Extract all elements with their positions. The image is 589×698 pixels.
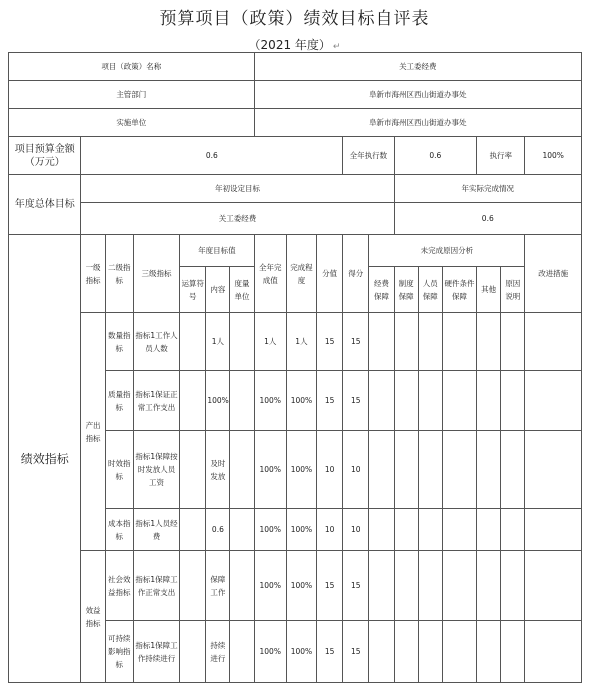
measure-cell [525,371,582,431]
level3-indicator: 指标1保障工作正常支出 [133,551,179,621]
level2-indicator: 社会效益指标 [105,551,133,621]
score-value: 10 [317,509,343,551]
target-unit [230,621,254,683]
annual-value: 100% [254,431,286,509]
reason-cell [394,621,418,683]
level1-indicator: 效益指标 [81,551,105,683]
header-level1: 一级指标 [81,235,105,313]
dept-value: 阜新市海州区西山街道办事处 [254,81,581,109]
header-level2: 二级指标 [105,235,133,313]
reason-cell [418,371,442,431]
reason-cell [501,509,525,551]
level2-indicator: 时效指标 [105,431,133,509]
reason-cell [369,313,394,371]
project-name-label: 项目（政策）名称 [9,53,255,81]
target-content: 100% [206,371,230,431]
reason-cell [501,431,525,509]
got-score: 10 [343,509,369,551]
perf-indicator-label: 绩效指标 [9,235,81,683]
impl-label: 实施单位 [9,109,255,137]
rate-value: 100% [525,137,582,175]
exec-value: 0.6 [394,137,477,175]
reason-cell [501,371,525,431]
target-operator [180,551,206,621]
target-operator [180,431,206,509]
budget-label: 项目预算金额（万元） [9,137,81,175]
set-goal-value: 关工委经费 [81,203,394,235]
reason-cell [418,313,442,371]
paragraph-mark-icon: ↵ [332,42,341,52]
header-op: 运算符号 [180,267,206,313]
header-got: 得分 [343,235,369,313]
level3-indicator: 指标1工作人员人数 [133,313,179,371]
reason-cell [369,509,394,551]
year-subtitle [0,36,589,53]
reason-cell [442,551,476,621]
target-unit [230,371,254,431]
level3-indicator: 指标1保障按时发放人员工资 [133,431,179,509]
level2-indicator: 数量指标 [105,313,133,371]
dept-label: 主管部门 [9,81,255,109]
got-score: 15 [343,371,369,431]
measure-cell [525,621,582,683]
reason-cell [369,621,394,683]
annual-value: 100% [254,371,286,431]
reason-cell [477,371,501,431]
completion-degree: 1人 [286,313,316,371]
header-reason-staff: 人员保障 [418,267,442,313]
target-content: 持续进行 [206,621,230,683]
target-operator [180,621,206,683]
reason-cell [501,551,525,621]
level3-indicator: 指标1保证正常工作支出 [133,371,179,431]
target-unit [230,551,254,621]
header-score: 分值 [317,235,343,313]
reason-cell [394,431,418,509]
level2-indicator: 质量指标 [105,371,133,431]
reason-cell [477,431,501,509]
indicator-row [9,313,582,371]
completion-degree: 100% [286,509,316,551]
got-score: 15 [343,551,369,621]
level1-indicator: 产出指标 [81,313,105,551]
annual-value: 100% [254,551,286,621]
got-score: 15 [343,313,369,371]
reason-cell [442,371,476,431]
score-value: 15 [317,313,343,371]
target-content: 0.6 [206,509,230,551]
annual-value: 1人 [254,313,286,371]
header-reason-note: 原因说明 [501,267,525,313]
reason-cell [442,313,476,371]
completion-degree: 100% [286,551,316,621]
overall-goal-label: 年度总体目标 [9,175,81,235]
reason-cell [394,551,418,621]
got-score: 10 [343,431,369,509]
annual-value: 100% [254,621,286,683]
header-reason-hardware: 硬件条件保障 [442,267,476,313]
level3-indicator: 指标1保障工作持续进行 [133,621,179,683]
reason-cell [477,621,501,683]
reason-cell [418,621,442,683]
header-reason: 未完成原因分析 [369,235,525,267]
evaluation-table [8,52,582,683]
reason-cell [442,431,476,509]
reason-cell [394,509,418,551]
header-measure: 改进措施 [525,235,582,313]
header-reason-system: 制度保障 [394,267,418,313]
reason-cell [501,313,525,371]
measure-cell [525,431,582,509]
reason-cell [394,371,418,431]
level2-indicator: 成本指标 [105,509,133,551]
score-value: 15 [317,551,343,621]
completion-degree: 100% [286,431,316,509]
got-score: 15 [343,621,369,683]
target-content: 保障工作 [206,551,230,621]
reason-cell [501,621,525,683]
measure-cell [525,551,582,621]
completion-degree: 100% [286,621,316,683]
indicator-row [9,551,582,621]
header-reason-other: 其他 [477,267,501,313]
measure-cell [525,313,582,371]
level2-indicator: 可持续影响指标 [105,621,133,683]
target-unit [230,431,254,509]
reason-cell [369,551,394,621]
target-operator [180,313,206,371]
header-content: 内容 [206,267,230,313]
annual-value: 100% [254,509,286,551]
completion-degree: 100% [286,371,316,431]
header-unit: 度量单位 [230,267,254,313]
measure-cell [525,509,582,551]
reason-cell [442,621,476,683]
header-annual: 全年完成值 [254,235,286,313]
header-reason-funds: 经费保障 [369,267,394,313]
reason-cell [418,509,442,551]
reason-cell [418,551,442,621]
target-content: 1人 [206,313,230,371]
year-text: （2021 年度） [248,38,331,52]
target-operator [180,509,206,551]
rate-label: 执行率 [477,137,525,175]
set-goal-label: 年初设定目标 [81,175,394,203]
actual-value: 0.6 [394,203,581,235]
actual-label: 年实际完成情况 [394,175,581,203]
target-content: 及时发放 [206,431,230,509]
header-target: 年度目标值 [180,235,254,267]
reason-cell [418,431,442,509]
reason-cell [394,313,418,371]
score-value: 10 [317,431,343,509]
impl-value: 阜新市海州区西山街道办事处 [254,109,581,137]
target-unit [230,509,254,551]
reason-cell [442,509,476,551]
reason-cell [477,313,501,371]
page-title: 预算项目（政策）绩效目标自评表 [159,9,430,29]
target-unit [230,313,254,371]
level3-indicator: 指标1人员经费 [133,509,179,551]
header-degree: 完成程度 [286,235,316,313]
score-value: 15 [317,621,343,683]
budget-value: 0.6 [81,137,343,175]
reason-cell [477,551,501,621]
header-level3: 三级指标 [133,235,179,313]
reason-cell [369,371,394,431]
target-operator [180,371,206,431]
exec-label: 全年执行数 [343,137,394,175]
score-value: 15 [317,371,343,431]
reason-cell [477,509,501,551]
reason-cell [369,431,394,509]
project-name-value: 关工委经费 [254,53,581,81]
